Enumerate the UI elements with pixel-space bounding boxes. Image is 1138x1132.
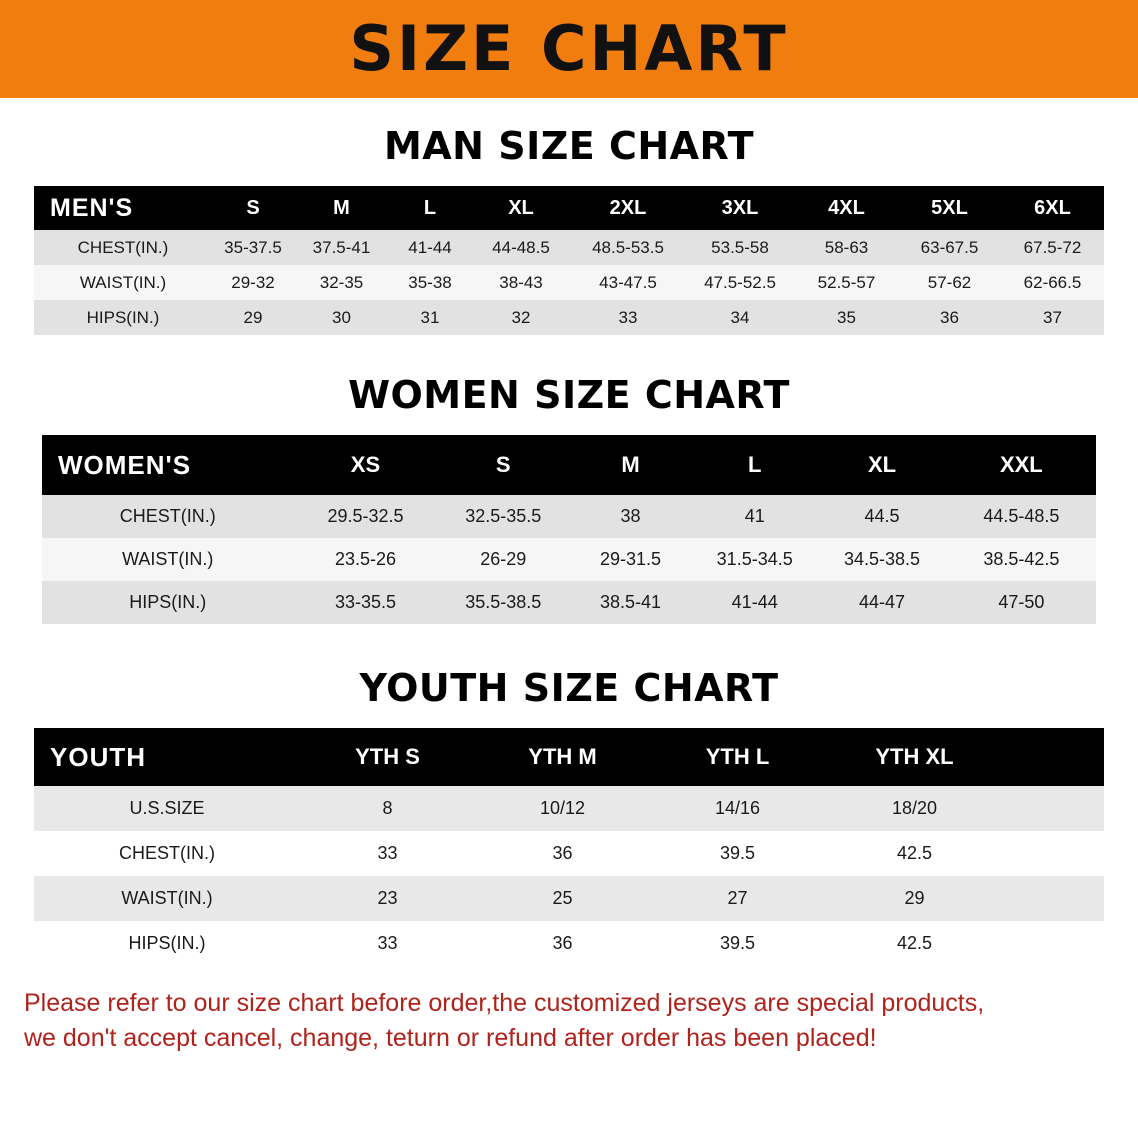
men-cell: 35 (795, 300, 898, 335)
women-cell: 38.5-42.5 (947, 538, 1096, 581)
youth-table-body (34, 786, 1104, 966)
women-cell: 41-44 (692, 581, 817, 624)
table-row (34, 786, 1104, 831)
youth-cell: 42.5 (825, 921, 1004, 966)
men-cell: 35-38 (389, 265, 471, 300)
men-size-header: 2XL (571, 186, 685, 230)
men-cell: 29-32 (212, 265, 294, 300)
women-size-table (42, 435, 1096, 624)
women-cell: 38 (569, 495, 692, 538)
women-cell: 33-35.5 (293, 581, 437, 624)
men-cell: 34 (685, 300, 795, 335)
men-size-header: S (212, 186, 294, 230)
men-cell: 29 (212, 300, 294, 335)
youth-cell: 42.5 (825, 831, 1004, 876)
women-cell: 26-29 (437, 538, 568, 581)
men-size-header: 4XL (795, 186, 898, 230)
youth-spacer-cell (1004, 921, 1104, 966)
youth-header-row (34, 728, 1104, 786)
women-header-row (42, 435, 1096, 495)
men-cell: 36 (898, 300, 1001, 335)
women-row-label: CHEST(IN.) (42, 495, 293, 538)
men-cell: 47.5-52.5 (685, 265, 795, 300)
women-cell: 29.5-32.5 (293, 495, 437, 538)
women-cell: 23.5-26 (293, 538, 437, 581)
youth-cell: 10/12 (475, 786, 650, 831)
men-cell: 37 (1001, 300, 1104, 335)
youth-size-header: YTH L (650, 728, 825, 786)
men-cell: 38-43 (471, 265, 571, 300)
table-row (42, 581, 1096, 624)
youth-cell: 39.5 (650, 831, 825, 876)
men-cell: 32-35 (294, 265, 389, 300)
women-cell: 44.5-48.5 (947, 495, 1096, 538)
youth-cell: 39.5 (650, 921, 825, 966)
table-row (34, 265, 1104, 300)
women-section-title: WOMEN SIZE CHART (348, 373, 790, 417)
men-cell: 44-48.5 (471, 230, 571, 265)
men-corner-label: MEN'S (34, 186, 212, 230)
youth-cell: 8 (300, 786, 475, 831)
youth-size-header: YTH XL (825, 728, 1004, 786)
youth-cell: 25 (475, 876, 650, 921)
men-size-header: M (294, 186, 389, 230)
women-row-label: HIPS(IN.) (42, 581, 293, 624)
women-size-header: XXL (947, 435, 1096, 495)
men-cell: 48.5-53.5 (571, 230, 685, 265)
men-cell: 30 (294, 300, 389, 335)
banner (0, 0, 1138, 98)
women-cell: 41 (692, 495, 817, 538)
men-table-body (34, 230, 1104, 335)
youth-cell: 18/20 (825, 786, 1004, 831)
youth-size-header: YTH M (475, 728, 650, 786)
youth-size-header: YTH S (300, 728, 475, 786)
men-cell: 57-62 (898, 265, 1001, 300)
men-size-header: 5XL (898, 186, 1001, 230)
youth-spacer-cell (1004, 876, 1104, 921)
men-header-row (34, 186, 1104, 230)
men-cell: 67.5-72 (1001, 230, 1104, 265)
men-cell: 35-37.5 (212, 230, 294, 265)
women-size-header: L (692, 435, 817, 495)
youth-section-title: YOUTH SIZE CHART (359, 666, 779, 710)
youth-size-table (34, 728, 1104, 966)
youth-cell: 36 (475, 831, 650, 876)
men-size-header: XL (471, 186, 571, 230)
men-cell: 37.5-41 (294, 230, 389, 265)
men-cell: 32 (471, 300, 571, 335)
women-cell: 29-31.5 (569, 538, 692, 581)
men-cell: 63-67.5 (898, 230, 1001, 265)
women-cell: 47-50 (947, 581, 1096, 624)
men-cell: 31 (389, 300, 471, 335)
table-row (42, 495, 1096, 538)
men-cell: 62-66.5 (1001, 265, 1104, 300)
women-table-body (42, 495, 1096, 624)
men-cell: 33 (571, 300, 685, 335)
women-corner-label: WOMEN'S (42, 435, 293, 495)
men-size-header: 3XL (685, 186, 795, 230)
youth-cell: 36 (475, 921, 650, 966)
youth-row-label: WAIST(IN.) (34, 876, 300, 921)
youth-row-label: HIPS(IN.) (34, 921, 300, 966)
men-cell: 41-44 (389, 230, 471, 265)
youth-row-label: U.S.SIZE (34, 786, 300, 831)
table-row (34, 876, 1104, 921)
women-size-header: M (569, 435, 692, 495)
table-row (34, 831, 1104, 876)
men-row-label: HIPS(IN.) (34, 300, 212, 335)
table-row (42, 538, 1096, 581)
youth-cell: 23 (300, 876, 475, 921)
youth-table-head (34, 728, 1104, 786)
men-cell: 43-47.5 (571, 265, 685, 300)
women-cell: 31.5-34.5 (692, 538, 817, 581)
youth-cell: 29 (825, 876, 1004, 921)
women-cell: 44-47 (817, 581, 946, 624)
women-cell: 32.5-35.5 (437, 495, 568, 538)
table-row (34, 230, 1104, 265)
man-section-title: MAN SIZE CHART (383, 124, 755, 168)
men-cell: 53.5-58 (685, 230, 795, 265)
women-size-header: XS (293, 435, 437, 495)
policy-note (24, 986, 1114, 1055)
women-size-header: S (437, 435, 568, 495)
youth-spacer-cell (1004, 786, 1104, 831)
women-cell: 35.5-38.5 (437, 581, 568, 624)
women-cell: 44.5 (817, 495, 946, 538)
women-cell: 38.5-41 (569, 581, 692, 624)
policy-note-line-2: we don't accept cancel, change, teturn or refund after order has been placed! (24, 1023, 877, 1052)
men-cell: 58-63 (795, 230, 898, 265)
men-size-header: L (389, 186, 471, 230)
banner-title: SIZE CHART (349, 12, 789, 85)
youth-cell: 33 (300, 831, 475, 876)
men-size-header: 6XL (1001, 186, 1104, 230)
youth-corner-label: YOUTH (34, 728, 300, 786)
women-table-head (42, 435, 1096, 495)
women-row-label: WAIST(IN.) (42, 538, 293, 581)
youth-cell: 14/16 (650, 786, 825, 831)
women-size-header: XL (817, 435, 946, 495)
table-row (34, 300, 1104, 335)
men-cell: 52.5-57 (795, 265, 898, 300)
women-cell: 34.5-38.5 (817, 538, 946, 581)
men-row-label: CHEST(IN.) (34, 230, 212, 265)
men-table-head (34, 186, 1104, 230)
table-row (34, 921, 1104, 966)
youth-cell: 27 (650, 876, 825, 921)
men-row-label: WAIST(IN.) (34, 265, 212, 300)
youth-spacer-header (1004, 728, 1104, 786)
policy-note-line-1: Please refer to our size chart before order,the customized jerseys are special products, (24, 989, 985, 1017)
youth-row-label: CHEST(IN.) (34, 831, 300, 876)
youth-spacer-cell (1004, 831, 1104, 876)
men-size-table (34, 186, 1104, 335)
youth-cell: 33 (300, 921, 475, 966)
